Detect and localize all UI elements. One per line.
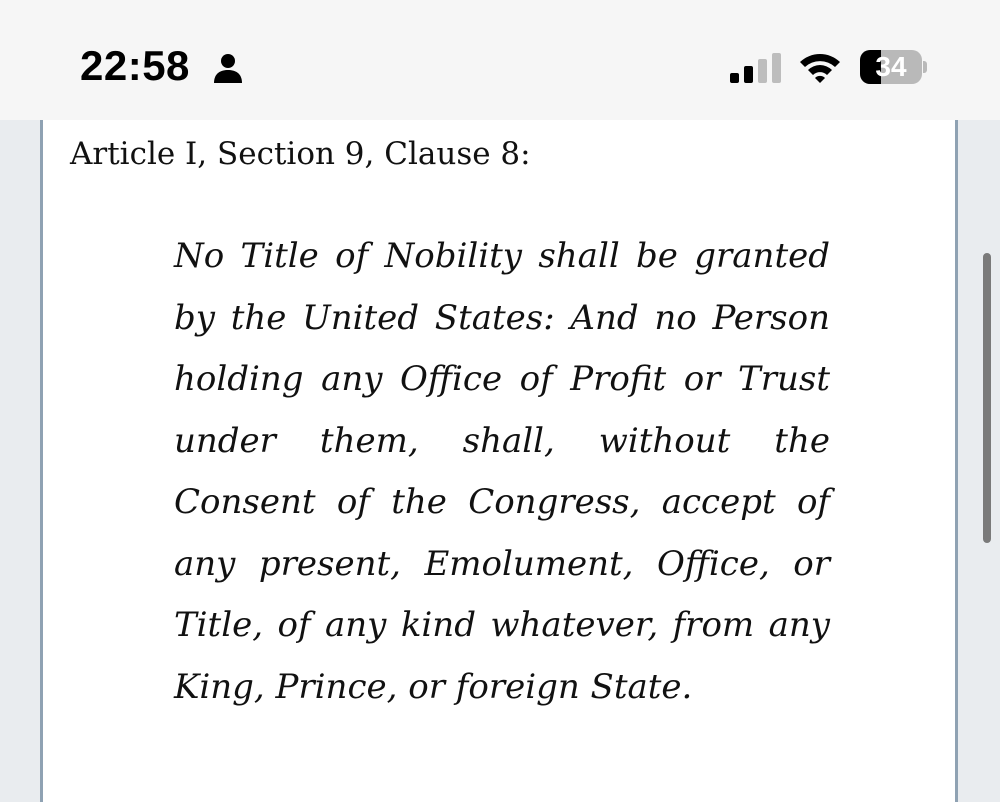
clause-heading: Article I, Section 9, Clause 8:	[70, 136, 531, 172]
status-time: 22:58	[80, 42, 190, 89]
web-viewport[interactable]	[0, 120, 1000, 802]
battery-level: 34	[875, 51, 907, 82]
battery-cap	[923, 61, 927, 73]
wifi-icon	[798, 50, 842, 84]
clause-quote: No Title of Nobility shall be granted by the United States: And no Person holding any Office of Profit or Trust under them, shall, without the Consent of the Congress, accept of any present, Emolument, Office, or Title, of any kind whatever, from any King, Prince, or foreign State.	[174, 236, 830, 707]
scrollbar-thumb[interactable]	[983, 253, 991, 543]
status-bar	[0, 0, 1000, 120]
person-icon	[212, 52, 244, 84]
cellular-signal-icon	[730, 53, 782, 83]
battery-icon	[860, 50, 926, 84]
battery-body	[860, 50, 922, 84]
document-page	[40, 120, 958, 802]
